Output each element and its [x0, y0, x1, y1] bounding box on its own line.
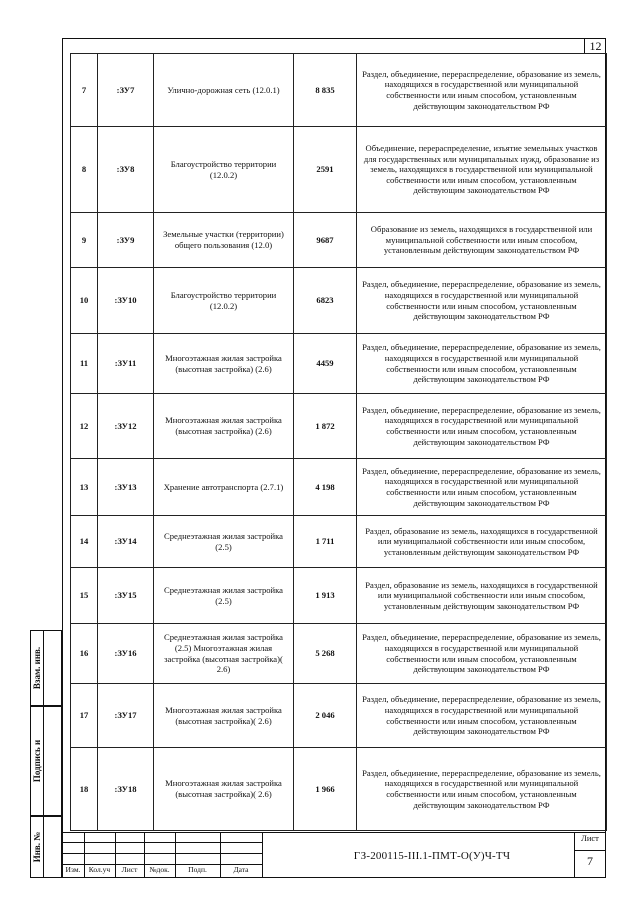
plot-area: 6823	[294, 268, 357, 334]
plot-code: :ЗУ8	[98, 127, 154, 213]
title-block	[62, 832, 606, 878]
land-plots-table	[70, 53, 607, 831]
row-number: 14	[71, 516, 98, 568]
formation-method: Раздел, объединение, перераспределение, образование из земель, находящихся в государственной или муниципальной собственности или иным способом, установленным действующим законодательством РФ	[357, 624, 607, 684]
table-row	[71, 624, 607, 684]
row-number: 9	[71, 213, 98, 268]
row-number: 18	[71, 748, 98, 831]
row-number: 8	[71, 127, 98, 213]
table-row	[71, 568, 607, 624]
plot-code: :ЗУ11	[98, 334, 154, 394]
formation-method: Раздел, объединение, перераспределение, образование из земель, находящихся в государственной или муниципальной собственности или иным способом, установленным действующим законодательством РФ	[357, 684, 607, 748]
land-use: Многоэтажная жилая застройка (высотная застройка)( 2.6)	[154, 684, 294, 748]
side-label-podpis: Подпись и	[32, 739, 42, 783]
stamp-header-izm: Изм.	[65, 865, 81, 874]
land-use: Многоэтажная жилая застройка (высотная застройка) (2.6)	[154, 394, 294, 459]
formation-method: Раздел, образование из земель, находящихся в государственной или муниципальной собственности или иным способом, установленным действующим законодательством РФ	[357, 568, 607, 624]
table-row	[71, 334, 607, 394]
stamp-header-podp: Подп.	[188, 865, 207, 874]
plot-code: :ЗУ17	[98, 684, 154, 748]
row-number: 11	[71, 334, 98, 394]
plot-area: 1 913	[294, 568, 357, 624]
land-use: Среднеэтажная жилая застройка (2.5)	[154, 516, 294, 568]
sheet-label: Лист	[581, 833, 599, 843]
plot-code: :ЗУ7	[98, 54, 154, 127]
row-number: 10	[71, 268, 98, 334]
stamp-header-list: Лист	[121, 865, 138, 874]
land-use: Многоэтажная жилая застройка (высотная застройка)( 2.6)	[154, 748, 294, 831]
formation-method: Раздел, объединение, перераспределение, образование из земель, находящихся в государственной или муниципальной собственности или иным способом, установленным действующим законодательством РФ	[357, 748, 607, 831]
formation-method: Раздел, объединение, перераспределение, образование из земель, находящихся в государственной или муниципальной собственности или иным способом, установленным действующим законодательством РФ	[357, 394, 607, 459]
sheet-number: 7	[587, 854, 593, 868]
plot-area: 2 046	[294, 684, 357, 748]
row-number: 12	[71, 394, 98, 459]
page-number: 12	[584, 38, 606, 54]
plot-area: 4459	[294, 334, 357, 394]
plot-code: :ЗУ10	[98, 268, 154, 334]
plot-code: :ЗУ12	[98, 394, 154, 459]
plot-code: :ЗУ18	[98, 748, 154, 831]
stamp-header-koluch: Кол.уч	[88, 865, 111, 874]
land-use: Многоэтажная жилая застройка (высотная застройка) (2.6)	[154, 334, 294, 394]
side-label-vzam: Взам. инв.	[32, 646, 42, 690]
row-number: 7	[71, 54, 98, 127]
formation-method: Раздел, объединение, перераспределение, образование из земель, находящихся в государственной или муниципальной собственности или иным способом, установленным действующим законодательством РФ	[357, 334, 607, 394]
land-use: Хранение автотранспорта (2.7.1)	[154, 459, 294, 516]
plot-code: :ЗУ15	[98, 568, 154, 624]
document-code: ГЗ-200115-III.1-ПМТ-О(У)Ч-ТЧ	[353, 850, 511, 862]
formation-method: Объединение, перераспределение, изъятие земельных участков для государственных или муниципальных нужд, образование из земель, находящихся в государственной или муниципальной собственности или иным способом, установленным действующим законодательством РФ	[357, 127, 607, 213]
side-label-inv: Инв. №	[32, 831, 42, 863]
plot-area: 9687	[294, 213, 357, 268]
land-use: Благоустройство территории (12.0.2)	[154, 127, 294, 213]
plot-area: 5 268	[294, 624, 357, 684]
plot-area: 1 711	[294, 516, 357, 568]
row-number: 16	[71, 624, 98, 684]
plot-area: 8 835	[294, 54, 357, 127]
table-row	[71, 459, 607, 516]
stamp-header-ndok: №док.	[149, 865, 170, 874]
side-stamp-podpis	[30, 706, 62, 816]
plot-code: :ЗУ9	[98, 213, 154, 268]
plot-code: :ЗУ14	[98, 516, 154, 568]
land-use: Благоустройство территории (12.0.2)	[154, 268, 294, 334]
table-row	[71, 748, 607, 831]
land-use: Среднеэтажная жилая застройка (2.5) Многоэтажная жилая застройка (высотная застройка)( 2.6)	[154, 624, 294, 684]
table-row	[71, 268, 607, 334]
plot-area: 1 966	[294, 748, 357, 831]
table-row	[71, 684, 607, 748]
side-stamp-inv	[30, 816, 62, 878]
formation-method: Образование из земель, находящихся в государственной или муниципальной собственности или иным способом, установленным действующим законодательством РФ	[357, 213, 607, 268]
table-row	[71, 394, 607, 459]
stamp-header-data: Дата	[233, 865, 249, 874]
table-row	[71, 127, 607, 213]
land-use: Улично-дорожная сеть (12.0.1)	[154, 54, 294, 127]
plot-area: 1 872	[294, 394, 357, 459]
formation-method: Раздел, объединение, перераспределение, образование из земель, находящихся в государственной или муниципальной собственности или иным способом, установленным действующим законодательством РФ	[357, 268, 607, 334]
row-number: 15	[71, 568, 98, 624]
land-use: Среднеэтажная жилая застройка (2.5)	[154, 568, 294, 624]
row-number: 17	[71, 684, 98, 748]
land-use: Земельные участки (территории) общего пользования (12.0)	[154, 213, 294, 268]
plot-area: 2591	[294, 127, 357, 213]
row-number: 13	[71, 459, 98, 516]
formation-method: Раздел, образование из земель, находящихся в государственной или муниципальной собственности или иным способом, установленным действующим законодательством РФ	[357, 516, 607, 568]
plot-area: 4 198	[294, 459, 357, 516]
table-row	[71, 54, 607, 127]
table-row	[71, 213, 607, 268]
plot-code: :ЗУ16	[98, 624, 154, 684]
plot-code: :ЗУ13	[98, 459, 154, 516]
formation-method: Раздел, объединение, перераспределение, образование из земель, находящихся в государственной или муниципальной собственности или иным способом, установленным действующим законодательством РФ	[357, 459, 607, 516]
formation-method: Раздел, объединение, перераспределение, образование из земель, находящихся в государственной или муниципальной собственности или иным способом, установленным действующим законодательством РФ	[357, 54, 607, 127]
side-stamp-vzam	[30, 630, 62, 706]
table-row	[71, 516, 607, 568]
